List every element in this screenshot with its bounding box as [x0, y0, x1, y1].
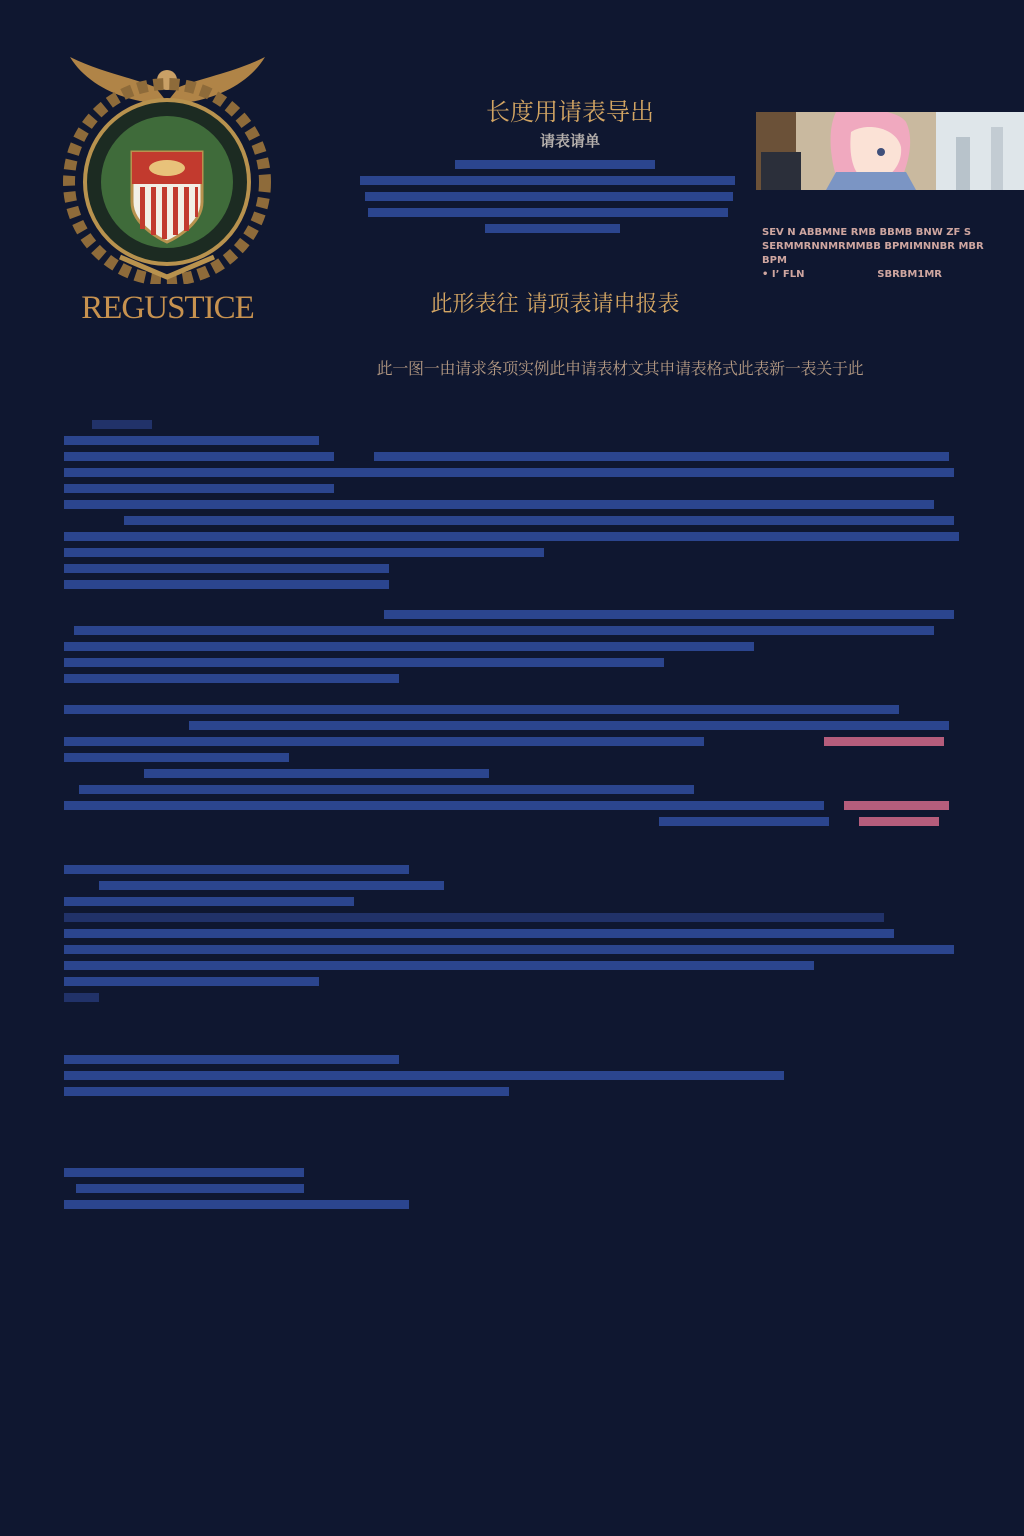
paragraph-4: [64, 865, 964, 1009]
paragraph-2: [64, 610, 964, 690]
photo-caption: [762, 226, 1002, 282]
document-subtitle: 请表请单: [539, 132, 600, 150]
caption-right: SBRBM1MR: [877, 269, 942, 280]
caption-left: • I’ FLN: [762, 269, 805, 280]
paragraph-1: [64, 420, 964, 596]
portrait-photo: [756, 112, 1024, 190]
eagle-seal-logo: [60, 52, 275, 284]
section-heading: 此形表往 请项表请申报表: [430, 292, 680, 317]
section-tagline: 此一图一由请求条项实例此申请表材文其申请表格式此表新一表关于此: [376, 359, 864, 378]
paragraph-6: [64, 1168, 964, 1216]
paragraph-5: [64, 1055, 964, 1103]
caption-line: [762, 268, 1002, 282]
caption-line: SEV N ABBMNE RMB BBMB BNW ZF S: [762, 227, 972, 238]
caption-line: SERMMRNNMRMMBB BPMIMNNBR MBR BPM: [762, 241, 984, 266]
document-title: 长度用请表导出: [486, 98, 654, 126]
logo-wordmark: REGUSTICE: [81, 290, 254, 326]
paragraph-3: [64, 705, 964, 833]
intro-paragraph: [360, 160, 740, 240]
